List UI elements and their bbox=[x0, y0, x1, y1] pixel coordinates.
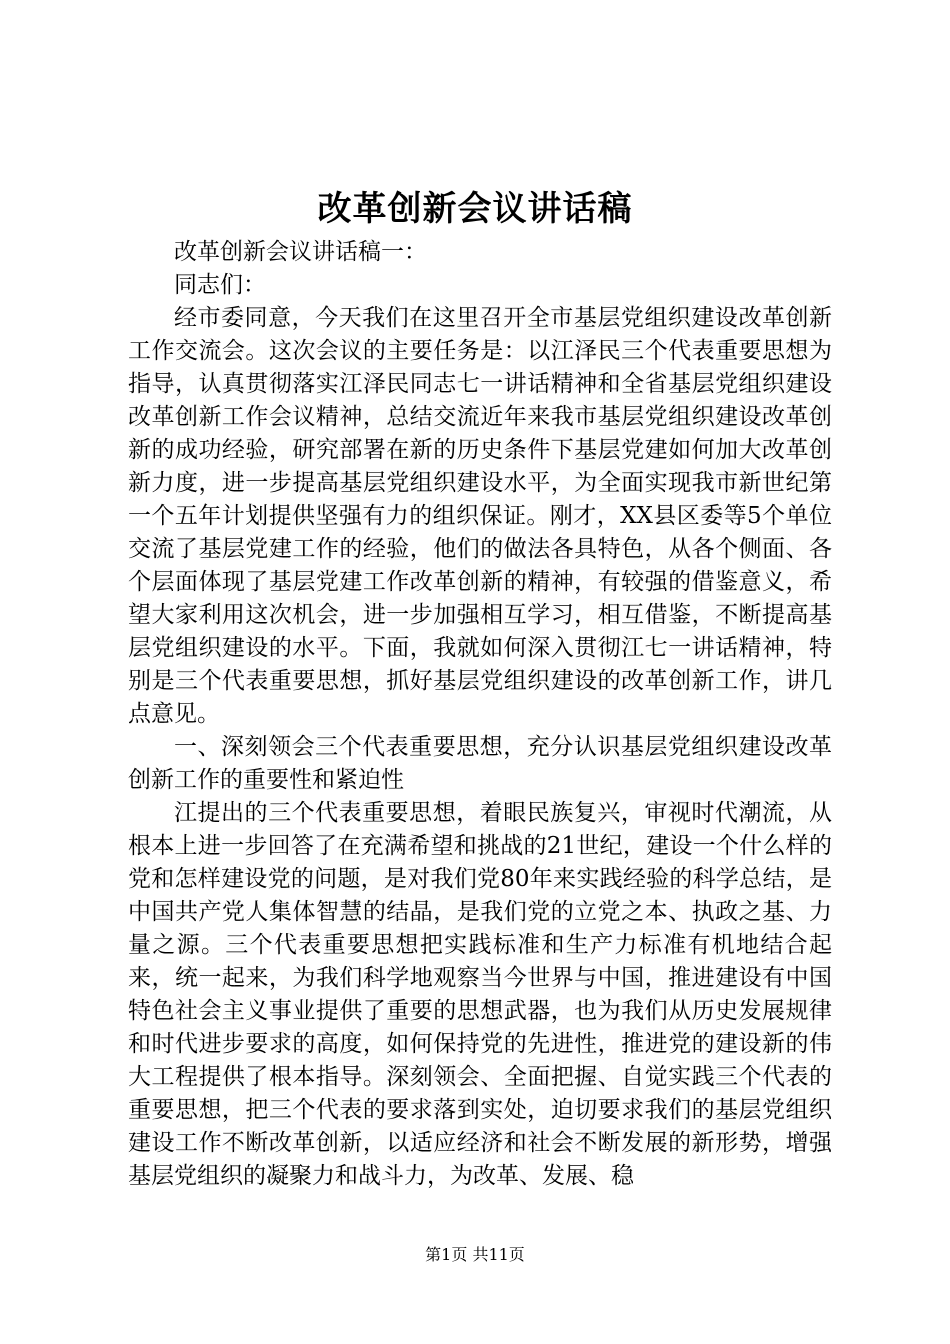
paragraph-salutation: 同志们： bbox=[174, 272, 266, 298]
paragraph-section-body: 江提出的三个代表重要思想，着眼民族复兴，审视时代潮流，从根本上进一步回答了在充满希望和挑战的21世纪，建设一个什么样的党和怎样建设党的问题，是对我们党80年来实践经验的科学总结，是中国共产党人集体智慧的结晶，是我们党的立党之本、执政之基、力量之源。三个代表重要思想把实践标准和生产力标准有机地结合起来，统一起来，为我们科学地观察当今世界与中国，推进建设有中国特色社会主义事业提供了重要的思想武器，也为我们从历史发展规律和时代进步要求的高度，如何保持党的先进性，推进党的建设新的伟大工程提供了根本指导。深刻领会、全面把握、自觉实践三个代表的重要思想，把三个代表的要求落到实处，迫切要求我们的基层党组织建设工作不断改革创新，以适应经济和社会不断发展的新形势，增强基层党组织的凝聚力和战斗力，为改革、发展、稳 bbox=[128, 800, 832, 1189]
page-footer: 第1页 共11页 bbox=[425, 1245, 525, 1264]
document-title: 改革创新会议讲话稿 bbox=[317, 189, 633, 229]
document-body bbox=[128, 236, 832, 1193]
paragraph-intro: 经市委同意，今天我们在这里召开全市基层党组织建设改革创新工作交流会。这次会议的主要任务是：以江泽民三个代表重要思想为指导，认真贯彻落实江泽民同志七一讲话精神和全省基层党组织建设改革创新工作会议精神，总结交流近年来我市基层党组织建设改革创新的成功经验，研究部署在新的历史条件下基层党建如何加大改革创新力度，进一步提高基层党组织建设水平，为全面实现我市新世纪第一个五年计划提供坚强有力的组织保证。刚才，XX县区委等5个单位交流了基层党建工作的经验，他们的做法各具特色，从各个侧面、各个层面体现了基层党建工作改革创新的精神，有较强的借鉴意义，希望大家利用这次机会，进一步加强相互学习，相互借鉴，不断提高基层党组织建设的水平。下面，我就如何深入贯彻江七一讲话精神，特别是三个代表重要思想，抓好基层党组织建设的改革创新工作，讲几点意见。 bbox=[128, 305, 832, 727]
paragraph-section-heading: 一、深刻领会三个代表重要思想，充分认识基层党组织建设改革创新工作的重要性和紧迫性 bbox=[128, 734, 832, 793]
paragraph-heading-label: 改革创新会议讲话稿一： bbox=[174, 239, 427, 265]
